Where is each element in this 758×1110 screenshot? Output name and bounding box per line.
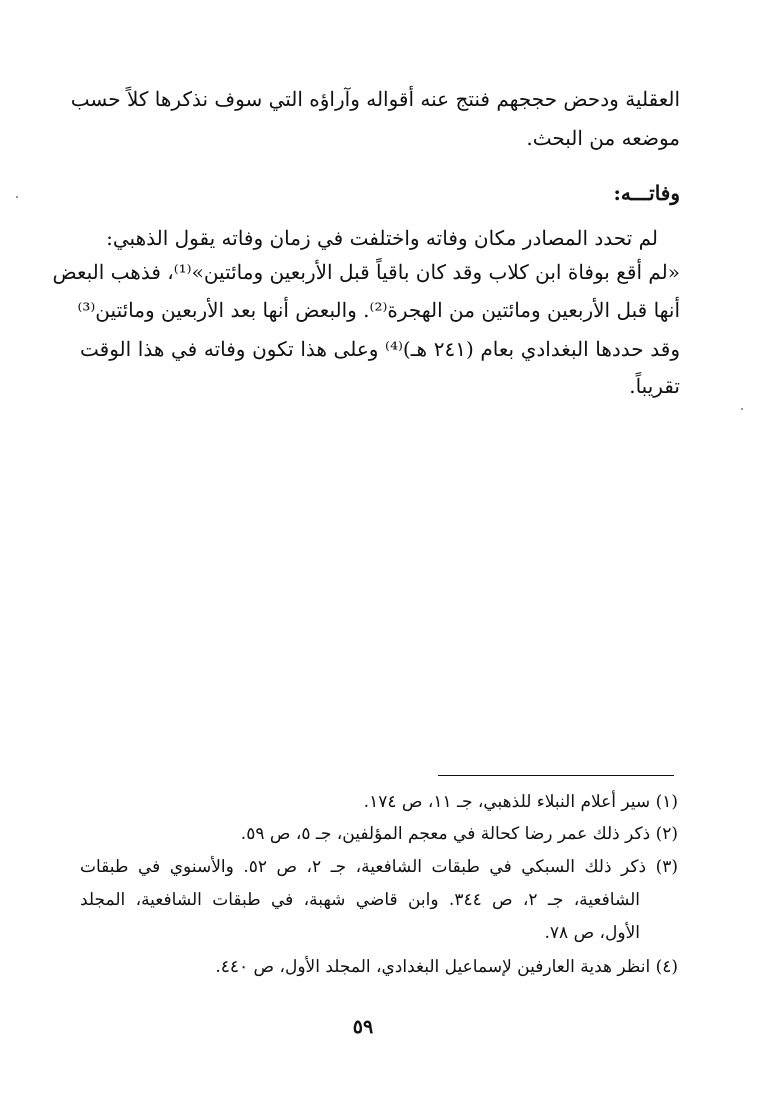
body-line-1: العقلية ودحض حججهم فنتج عنه أقواله وآراؤه التي سوف نذكرها كلاً حسب: [70, 87, 680, 111]
scan-speck: [16, 196, 18, 198]
paragraph-line-1: لم تحدد المصادر مكان وفاته واختلفت في زمان وفاته يقول الذهبي:: [106, 226, 658, 250]
footnote-3-line-2: الشافعية، جـ ٢، ص ٣٤٤. وابن قاضي شهبة، في طبقات الشافعية، المجلد: [80, 890, 641, 910]
footnote-separator: [438, 775, 674, 776]
paragraph-line-2: «لم أقع بوفاة ابن كلاب وقد كان باقياً قبل الأربعين ومائتين»⁽¹⁾، فذهب البعض: [52, 260, 680, 284]
footnote-3-line-1: (٣) ذكر ذلك السبكي في طبقات الشافعية، جـ ٢، ص ٥٢. والأسنوي في طبقات: [80, 857, 678, 877]
page-number: ٥٩: [352, 1016, 374, 1038]
paragraph-line-5: تقريباً.: [629, 374, 680, 398]
section-heading: وفاتـــه:: [613, 181, 680, 205]
paragraph-line-3: أنها قبل الأربعين ومائتين من الهجرة⁽²⁾. والبعض أنها بعد الأربعين ومائتين⁽³⁾: [77, 298, 680, 322]
scan-speck: [741, 408, 743, 410]
footnote-4: (٤) انظر هدية العارفين لإسماعيل البغدادي، المجلد الأول، ص ٤٤٠.: [215, 957, 678, 977]
footnote-3-line-3: الأول، ص ٧٨.: [544, 923, 640, 943]
body-line-2: موضعه من البحث.: [526, 126, 680, 150]
footnote-1: (١) سير أعلام النبلاء للذهبي، جـ ١١، ص ١٧٤.: [363, 792, 678, 812]
footnote-2: (٢) ذكر ذلك عمر رضا كحالة في معجم المؤلفين، جـ ٥، ص ٥٩.: [240, 824, 678, 844]
paragraph-line-4: وقد حددها البغدادي بعام (٢٤١ هـ)⁽⁴⁾ وعلى هذا تكون وفاته في هذا الوقت: [80, 337, 680, 361]
